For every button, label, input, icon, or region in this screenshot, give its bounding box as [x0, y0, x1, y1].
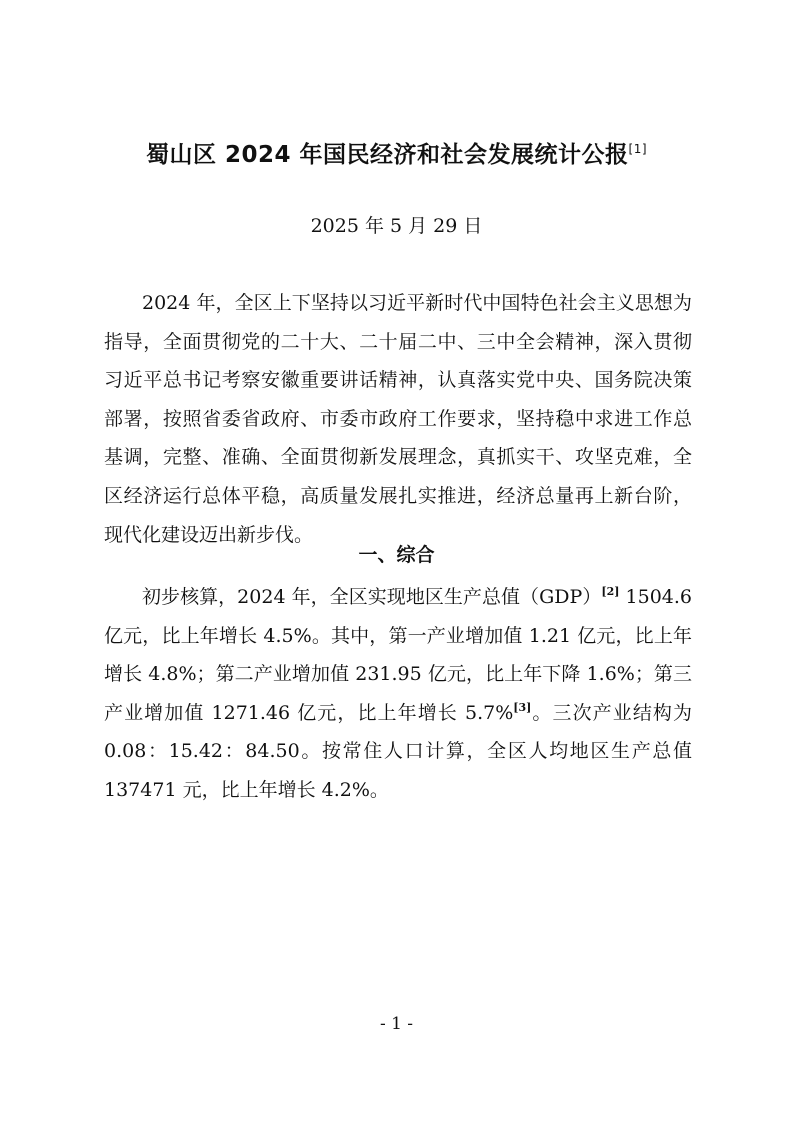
document-title: [0, 134, 793, 170]
gdp-text-part1: 初步核算，2024 年，全区实现地区生产总值（GDP）: [142, 586, 602, 608]
document-title-text: 蜀山区 2024 年国民经济和社会发展统计公报: [145, 142, 629, 168]
footnote-marker-2: [2]: [601, 585, 620, 598]
gdp-text-part2: 1504.6 亿元，比上年增长 4.5%。其中，第一产业增加值 1.21 亿元，比上年增长 4.8%；第二产业增加值 231.95 亿元，比上年下降 1.6%；第三产业增加值 1271.46 亿元，比上年增长 5.7%: [104, 586, 692, 724]
title-footnote-marker: [1]: [628, 142, 648, 156]
comprehensive-paragraph: [104, 578, 692, 810]
intro-paragraph: 2024 年，全区上下坚持以习近平新时代中国特色社会主义思想为指导，全面贯彻党的二十大、二十届二中、三中全会精神，深入贯彻习近平总书记考察安徽重要讲话精神，认真落实党中央、国务院决策部署，按照省委省政府、市委市政府工作要求，坚持稳中求进工作总基调，完整、准确、全面贯彻新发展理念，真抓实干、攻坚克难，全区经济运行总体平稳，高质量发展扎实推进，经济总量再上新台阶，现代化建设迈出新步伐。: [104, 292, 692, 546]
section-heading-comprehensive: 一、综合: [358, 544, 435, 566]
footnote-marker-3: [3]: [513, 700, 532, 714]
gdp-text-part3: 。三次产业结构为 0.08：15.42：84.50。按常住人口计算，全区人均地区生产总值 137471 元，比上年增长 4.2%。: [104, 701, 692, 801]
page-number: - 1 -: [379, 1014, 414, 1034]
publication-date: 2025 年 5 月 29 日: [310, 215, 483, 237]
